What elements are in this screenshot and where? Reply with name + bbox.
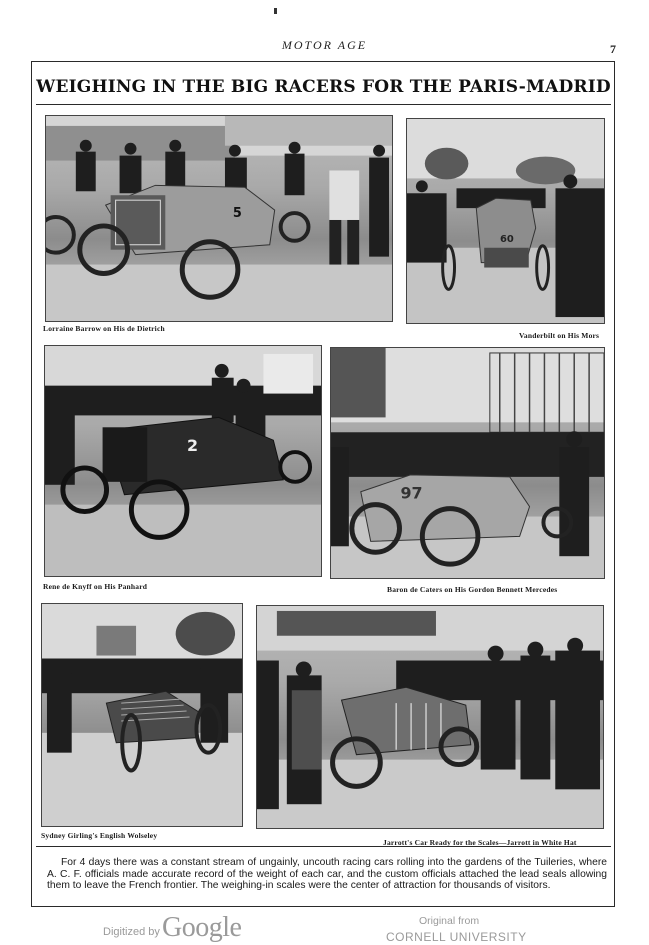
original-from-label: Original from [419,915,480,927]
car-number-lorraine: 5 [232,206,242,222]
caption-lorraine-barrow: Lorraine Barrow on His de Dietrich [43,324,165,333]
body-line-1: For 4 days there was a constant stream of ungainly, uncouth racing cars rolling into the gardens of the Tuileries, where [61,857,607,868]
running-title: MOTOR AGE [281,38,368,52]
caption-baron-de-caters: Baron de Caters on His Gordon Bennett Mercedes [387,585,558,594]
article-body [47,857,607,892]
header-mark [274,8,277,14]
photo-sydney-girling [41,603,243,827]
caption-jarrott: Jarrott's Car Ready for the Scales—Jarrott in White Hat [383,838,577,847]
photo-lorraine-barrow [45,115,393,322]
photo-jarrott [256,605,604,829]
photo-rene-de-knyff [44,345,322,577]
bottom-rule [36,846,611,847]
caption-rene-de-knyff: Rene de Knyff on His Panhard [43,582,148,591]
photo-baron-de-caters [330,347,605,579]
body-line-3: them to leave the French frontier. The weighing-in scales were the center of attraction for thousands of visitors. [47,880,551,891]
page-number: 7 [610,42,616,56]
institution-label: CORNELL UNIVERSITY [386,930,527,944]
body-line-2: A. C. F. officials made accurate record of the weight of each car, and the custom officials attached the lead seals allowing [47,868,607,880]
google-logo: Google [162,912,242,943]
car-number-vanderbilt: 60 [500,233,514,245]
page-title: WEIGHING IN THE BIG RACERS FOR THE PARIS-MADRID [36,65,611,105]
car-number-caters: 97 [400,483,423,503]
caption-vanderbilt: Vanderbilt on His Mors [519,331,600,340]
caption-sydney-girling: Sydney Girling's English Wolseley [41,831,158,840]
digitized-by-label: Digitized by [103,926,160,938]
car-number-knyff: 2 [186,436,199,456]
photo-vanderbilt [406,118,605,324]
